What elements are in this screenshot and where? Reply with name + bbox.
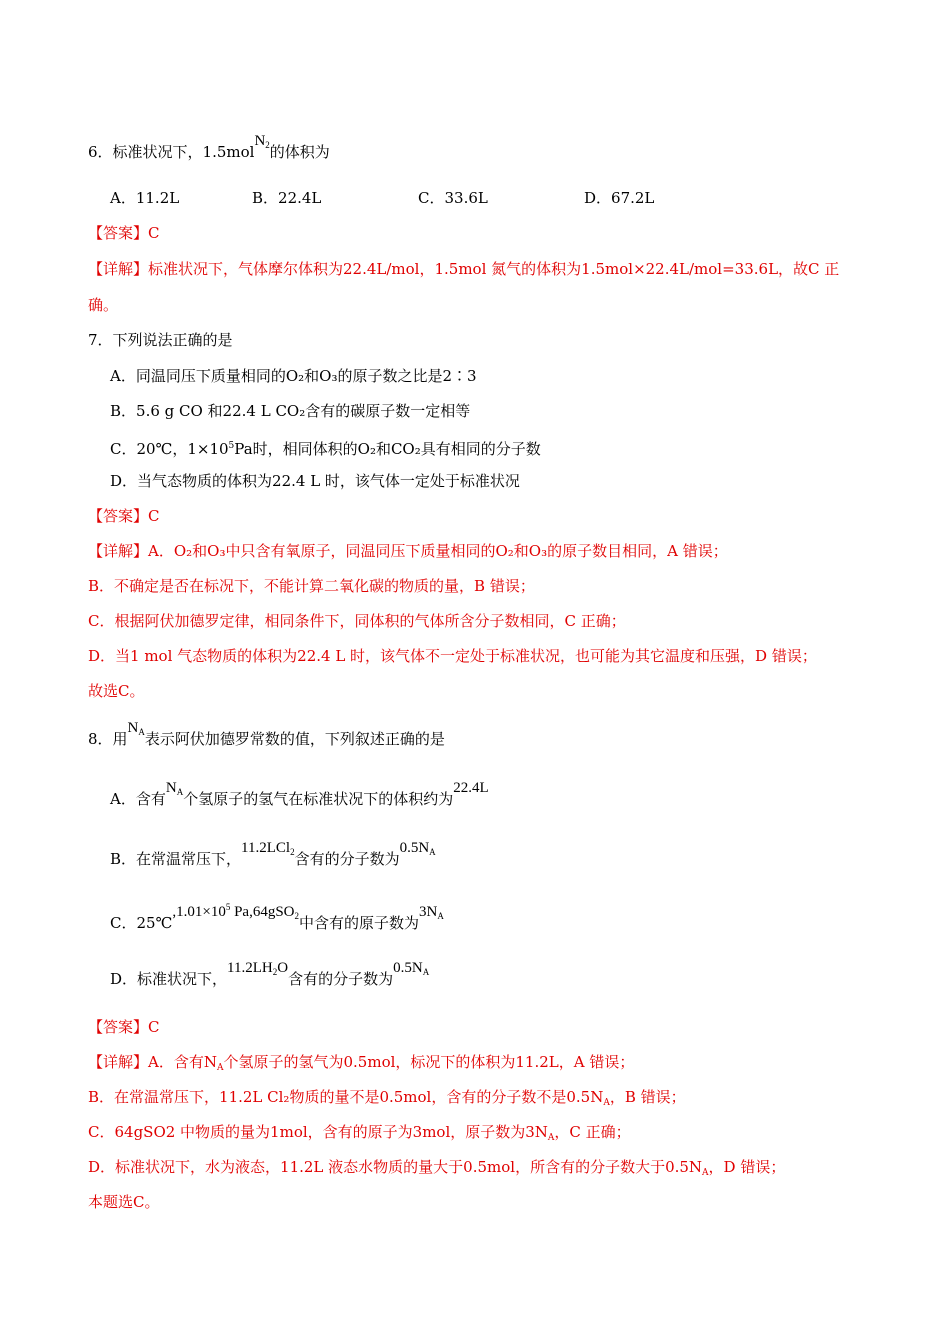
q6-option-b: B．22.4L [252,189,322,207]
q6-option-a: A．11.2L [110,189,180,207]
molecule-count: $0.5N_A$ [393,960,430,977]
q7-option-b: B．5.6 g CO 和22.4 L CO₂含有的碳原子数一定相等 [110,402,471,420]
q8-explanation-a: 【详解】A．含有$N_A$个氢原子的氢气为0.5mol，标况下的体积为11.2L，A 错误； [88,1053,635,1073]
q7-option-d: D．当气态物质的体积为22.4 L 时，该气体一定处于标准状况 [110,472,520,490]
so2-formula: $,1.01\times 10^5$ Pa,64gSO$_2$ [172,902,300,921]
cl2-formula: 11.2LCl$_2$ [241,840,295,857]
q7-explanation-a: 【详解】A．O₂和O₃中只含有氧原子，同温同压下质量相同的O₂和O₃的原子数目相同，A 错误； [88,542,728,560]
q6-stem-text: 6．标准状况下，1.5mol [88,143,255,161]
q8-explanation-d: D．标准状况下，水为液态，11.2L 液态水物质的量大于0.5mol，所含有的分子数大于$0.5N_A$，D 错误； [88,1158,786,1178]
q8-explanation-c: C．64gSO2 中物质的量为1mol，含有的原子为3mol，原子数为$3N_A$，C 正确； [88,1123,631,1143]
q6-answer: 【答案】C [88,224,160,242]
q6-explanation-cont: 确。 [88,296,119,314]
q8-explanation-b: B．在常温常压下，11.2L Cl₂物质的量不是0.5mol，含有的分子数不是$0.5N_A$，B 错误； [88,1088,686,1108]
q8-stem: 8．用$N_A$表示阿伏加德罗常数的值，下列叙述正确的是 [88,720,445,748]
q7-explanation-b: B．不确定是否在标况下，不能计算二氧化碳的物质的量，B 错误； [88,577,535,595]
q8-option-d: D．标准状况下，$11.2LH_2O$含有的分子数为$0.5N_A$ [110,960,430,988]
q7-stem: 7．下列说法正确的是 [88,331,233,349]
q8-option-c: C．$25℃,1.01\times 10^5$ Pa,64gSO$_2$中含有的原子数为$3N_A$ [110,902,444,932]
volume-value: 22.4L [453,780,489,796]
q6-option-d: D．67.2L [584,189,655,207]
na-symbol: $N_A$ [165,780,184,797]
q6-explanation: 【详解】标准状况下，气体摩尔体积为22.4L/mol，1.5mol 氮气的体积为1.5mol×22.4L/mol=33.6L，故C 正 [88,260,840,278]
q6-stem: 6．标准状况下，1.5molN$_2$的体积为 [88,133,330,161]
q8-option-b: B．在常温常压下，11.2LCl$_2$含有的分子数为$0.5N_A$ [110,840,436,868]
molecule-count: $0.5N_A$ [399,840,436,857]
atom-count: $3N_A$ [419,904,444,921]
q7-explanation-c: C．根据阿伏加德罗定律，相同条件下，同体积的气体所含分子数相同，C 正确； [88,612,626,630]
q8-option-a: A．含有$N_A$个氢原子的氢气在标准状况下的体积约为22.4L [110,780,489,808]
q7-explanation-end: 故选C。 [88,682,145,700]
q7-answer: 【答案】C [88,507,160,525]
q8-explanation-end: 本题选C。 [88,1193,160,1211]
q6-option-c: C．33.6L [418,189,488,207]
q7-option-a: A．同温同压下质量相同的O₂和O₃的原子数之比是2∶3 [110,367,477,385]
q7-explanation-d: D．当1 mol 气态物质的体积为22.4 L 时，该气体不一定处于标准状况，也可能为其它温度和压强，D 错误； [88,647,817,665]
q7-option-c: C．20℃，$1\times 10^5Pa$时，相同体积的O₂和CO₂具有相同的分子数 [110,440,541,458]
h2o-formula: $11.2LH_2O$ [227,960,289,977]
q8-answer: 【答案】C [88,1018,160,1036]
n2-formula: $N_2$ [254,133,270,150]
na-symbol: $N_A$ [127,720,145,737]
